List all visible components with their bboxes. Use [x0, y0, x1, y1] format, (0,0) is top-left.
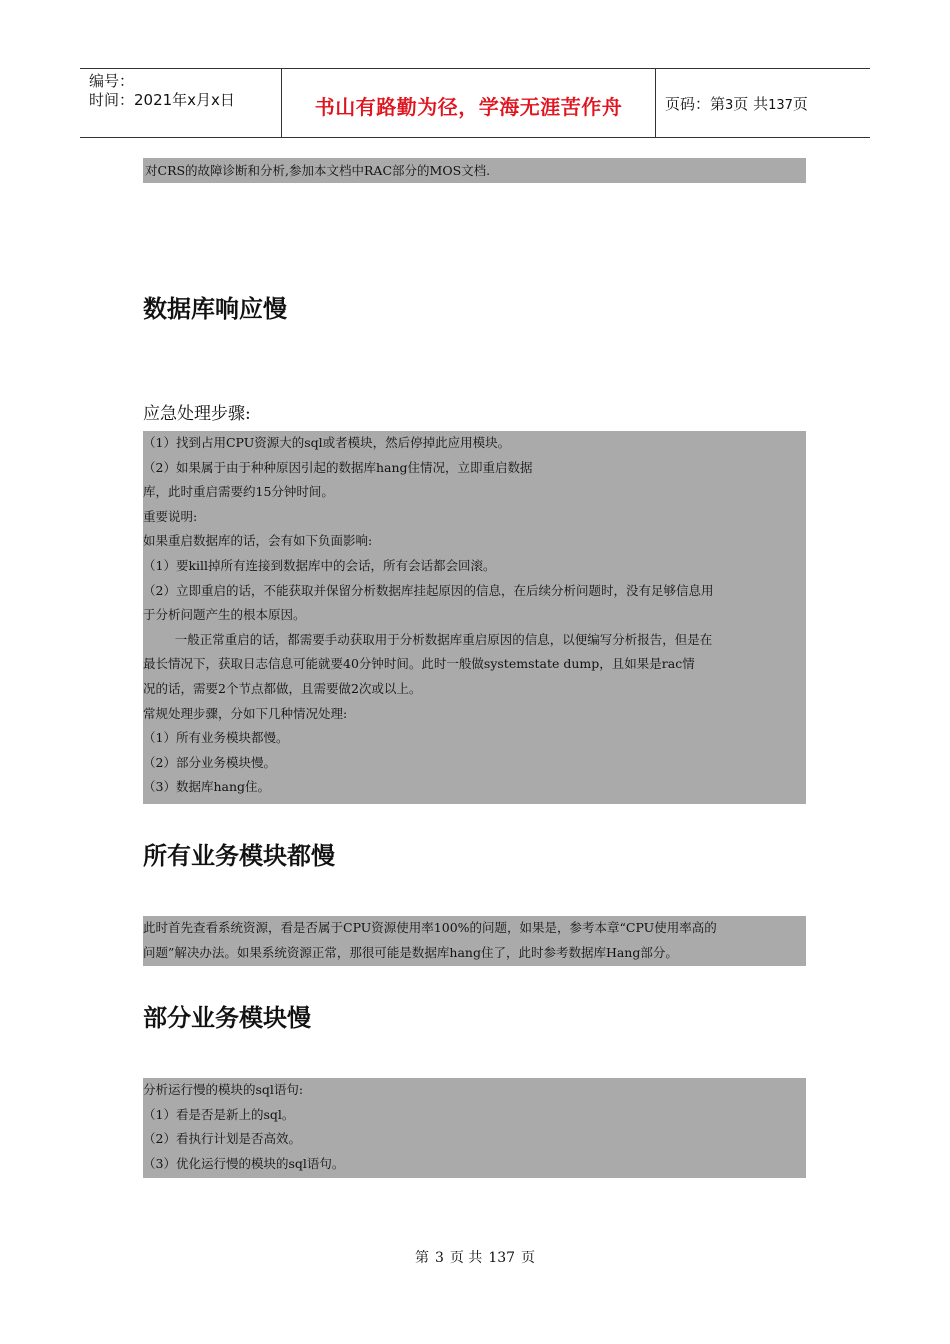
text-line: 问题”解决办法。如果系统资源正常，那很可能是数据库hang住了，此时参考数据库Hang部分。: [143, 944, 678, 960]
text-line: 一般正常重启的话，都需要手动获取用于分析数据库重启原因的信息，以便编写分析报告，但是在: [143, 631, 713, 647]
emergency-steps-label: 应急处理步骤:: [143, 404, 251, 424]
text-line: （2）立即重启的话，不能获取并保留分析数据库挂起原因的信息，在后续分析问题时，没有足够信息用: [143, 582, 714, 598]
text-line: （2）看执行计划是否高效。: [143, 1131, 301, 1147]
footer-mid: 页 共: [449, 1250, 483, 1266]
text-line: 最长情况下，获取日志信息可能就要40分钟时间。此时一般做systemstate dump，且如果是rac情: [143, 656, 695, 672]
page-total: 137: [768, 98, 793, 113]
page-suffix: 页: [792, 95, 808, 113]
text-line: 如果重启数据库的话，会有如下负面影响:: [143, 533, 373, 549]
section3-box: [143, 1078, 806, 1178]
text-line: （3）数据库hang住。: [143, 779, 271, 795]
page-current: 3: [725, 98, 734, 113]
text-line: （1）要kill掉所有连接到数据库中的会话，所有会话都会回滚。: [143, 557, 496, 573]
footer-prefix: 第: [414, 1250, 429, 1266]
header-meta-cell: [80, 69, 281, 137]
document-header: [80, 68, 870, 138]
text-line: （1）找到占用CPU资源大的sql或者模块，然后停掉此应用模块。: [143, 435, 511, 450]
footer-suffix: 页: [521, 1250, 536, 1266]
text-line: （2）如果属于由于种种原因引起的数据库hang住情况，立即重启数据: [143, 459, 533, 475]
page-mid: 页 共: [733, 95, 769, 113]
intro-line: 对CRS的故障诊断和分析,参加本文档中RAC部分的MOS文档.: [145, 163, 491, 178]
section-heading-slow-db: 数据库响应慢: [143, 295, 287, 323]
footer-total: 137: [488, 1250, 516, 1266]
text-line: 况的话，需要2个节点都做，且需要做2次或以上。: [143, 680, 422, 696]
text-line: 重要说明:: [143, 508, 198, 524]
text-line: （3）优化运行慢的模块的sql语句。: [143, 1155, 345, 1171]
text-line: （2）部分业务模块慢。: [143, 754, 276, 770]
header-page-cell: [655, 69, 870, 137]
footer-current: 3: [434, 1250, 444, 1266]
text-line: 常规处理步骤，分如下几种情况处理:: [143, 705, 348, 721]
section-heading-all-slow: 所有业务模块都慢: [143, 842, 335, 870]
text-line: （1）看是否是新上的sql。: [143, 1106, 295, 1122]
page-prefix: 页码：第: [665, 95, 726, 113]
page-footer: [0, 1247, 950, 1267]
intro-box: [143, 158, 806, 183]
section-heading-partial-slow: 部分业务模块慢: [143, 1004, 311, 1032]
text-line: 于分析问题产生的根本原因。: [143, 607, 306, 623]
text-line: 此时首先查看系统资源，看是否属于CPU资源使用率100%的问题，如果是，参考本章“CPU使用率高的: [143, 920, 717, 935]
section2-box: [143, 916, 806, 966]
time-label: 时间：2021年x月x日: [89, 91, 235, 109]
number-label: 编号：: [89, 72, 135, 90]
text-line: （1）所有业务模块都慢。: [143, 730, 289, 746]
section1-box: [143, 431, 806, 804]
text-line: 分析运行慢的模块的sql语句:: [143, 1082, 304, 1097]
page-indicator: [665, 93, 808, 114]
motto-text: 书山有路勤为径，学海无涯苦作舟: [314, 95, 623, 119]
text-line: 库，此时重启需要约15分钟时间。: [143, 484, 334, 500]
header-motto-cell: [281, 69, 656, 137]
